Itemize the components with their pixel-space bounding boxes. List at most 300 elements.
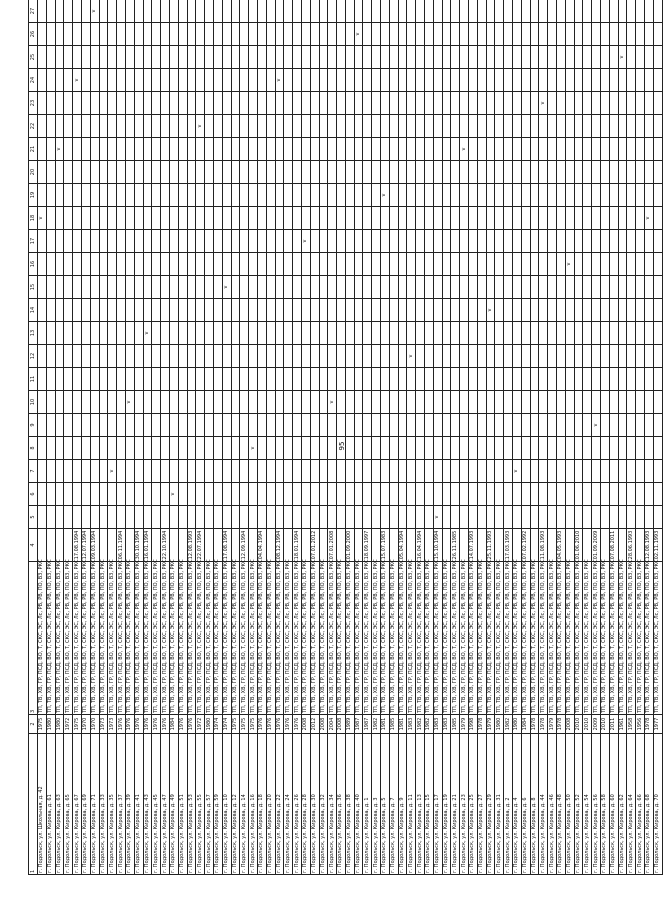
table-body [38, 0, 663, 875]
mark-cell [477, 161, 486, 184]
mark-cell [275, 23, 284, 46]
mark-cell [205, 253, 214, 276]
mark-cell [381, 322, 390, 345]
mark-cell [627, 299, 636, 322]
mark-cell [521, 483, 530, 506]
table-row [38, 0, 47, 875]
date-cell: 30.10.1994 [134, 529, 143, 562]
mark-cell [205, 483, 214, 506]
mark-cell [363, 483, 372, 506]
mark-cell [530, 207, 539, 230]
table-row [398, 0, 407, 875]
mark-cell [125, 437, 134, 460]
mark-cell [469, 345, 478, 368]
mark-cell [337, 322, 346, 345]
address-cell: г. Подольск, ул. Кирова, д. 71 [90, 734, 99, 875]
mark-cell [293, 345, 302, 368]
mark-cell [301, 345, 310, 368]
mark-cell [257, 437, 266, 460]
mark-cell [521, 0, 530, 23]
mark-cell [381, 69, 390, 92]
mark-cell [425, 92, 434, 115]
mark-cell [345, 460, 354, 483]
mark-cell [337, 161, 346, 184]
mark-cell [284, 46, 293, 69]
mark-cell [125, 506, 134, 529]
mark-cell [653, 161, 662, 184]
mark-cell [407, 276, 416, 299]
mark-cell [407, 506, 416, 529]
mark-cell [354, 253, 363, 276]
mark-cell [363, 46, 372, 69]
mark-cell [530, 483, 539, 506]
mark-cell [196, 46, 205, 69]
mark-cell [81, 391, 90, 414]
mark-cell [574, 46, 583, 69]
mark-cell [46, 414, 55, 437]
mark-cell [73, 207, 82, 230]
works-code-cell: ТП, ТВ, ХВ, ГР, ПСД, ВО, Т, СКС, ЭС, Лс, РВ, РВ, ПО, ВЗ, РКС [399, 559, 406, 713]
mark-cell [152, 184, 161, 207]
date-cell: 15.10.1994 [433, 529, 442, 562]
mark-cell [618, 138, 627, 161]
mark-cell [398, 391, 407, 414]
mark-cell [169, 138, 178, 161]
mark-cell [337, 115, 346, 138]
mark-cell [530, 184, 539, 207]
mark-cell [319, 322, 328, 345]
mark-cell: v [513, 460, 522, 483]
address-cell: г. Подольск, ул. Кирова, д. 3 [372, 734, 381, 875]
year-cell: 1970 [90, 715, 99, 734]
mark-cell [293, 368, 302, 391]
date-cell [249, 529, 258, 562]
year-cell: 1976 [178, 715, 187, 734]
mark-cell [469, 322, 478, 345]
mark-cell [213, 23, 222, 46]
mark-cell [495, 184, 504, 207]
mark-cell [548, 207, 557, 230]
mark-cell [284, 460, 293, 483]
mark-cell [178, 138, 187, 161]
mark-cell [213, 0, 222, 23]
table-row [257, 0, 266, 875]
mark-cell [513, 161, 522, 184]
table-row [609, 0, 618, 875]
mark-cell [618, 276, 627, 299]
mark-cell [143, 184, 152, 207]
mark-cell [213, 138, 222, 161]
mark-cell [372, 115, 381, 138]
mark-cell [636, 161, 645, 184]
mark-cell [363, 437, 372, 460]
table-row [425, 0, 434, 875]
mark-cell [328, 138, 337, 161]
mark-cell [257, 23, 266, 46]
mark-cell [143, 207, 152, 230]
mark-cell [398, 414, 407, 437]
mark-cell [152, 230, 161, 253]
mark-cell [557, 483, 566, 506]
mark-cell: v [618, 46, 627, 69]
works-code-cell: ТП, ТВ, ХВ, ГР, ПСД, ВО, Т, СКС, ЭС, Лс, РВ, РВ, ПО, ВЗ, РКС [179, 559, 186, 713]
mark-cell [46, 299, 55, 322]
mark-cell [117, 92, 126, 115]
mark-cell [530, 276, 539, 299]
mark-cell [601, 230, 610, 253]
column-header: 20 [29, 161, 38, 184]
mark-cell [469, 161, 478, 184]
mark-cell [152, 23, 161, 46]
mark-cell [398, 184, 407, 207]
mark-cell [257, 322, 266, 345]
mark-cell [81, 207, 90, 230]
mark-cell [442, 161, 451, 184]
mark-cell [557, 391, 566, 414]
mark-cell [143, 92, 152, 115]
mark-cell [240, 345, 249, 368]
mark-cell [583, 345, 592, 368]
mark-cell [99, 115, 108, 138]
mark-cell: v [644, 207, 653, 230]
mark-cell [161, 368, 170, 391]
mark-cell [249, 322, 258, 345]
mark-cell [565, 138, 574, 161]
mark-cell [257, 0, 266, 23]
mark-cell [64, 506, 73, 529]
mark-cell [64, 368, 73, 391]
table-row [644, 0, 653, 875]
mark-cell [442, 460, 451, 483]
mark-cell [627, 69, 636, 92]
mark-cell [125, 230, 134, 253]
mark-cell [275, 391, 284, 414]
mark-cell [134, 276, 143, 299]
mark-cell [231, 506, 240, 529]
mark-cell [187, 460, 196, 483]
mark-cell [46, 276, 55, 299]
mark-cell [117, 23, 126, 46]
table-row [222, 0, 231, 875]
works-code-cell: ТП, ТВ, ХВ, ГР, ПСД, ВО, Т, СКС, ЭС, Лс, РВ, РВ, ПО, ВЗ, РКС [231, 559, 238, 713]
table-row [284, 0, 293, 875]
mark-cell [653, 506, 662, 529]
works-code-cell: ТП, ТВ, ХВ, ГР, ПСД, ВО, Т, СКС, ЭС, Лс, РВ, РВ, ПО, ВЗ, РКС [223, 559, 230, 713]
mark-cell [460, 483, 469, 506]
address-cell: г. Подольск, ул. Кирова, д. 67 [73, 734, 82, 875]
date-cell [178, 529, 187, 562]
address-cell: г. Подольск, ул. Кирова, д. 21 [451, 734, 460, 875]
mark-cell [451, 161, 460, 184]
mark-cell [433, 115, 442, 138]
mark-cell [73, 276, 82, 299]
mark-cell [152, 391, 161, 414]
mark-cell [345, 299, 354, 322]
mark-cell [486, 115, 495, 138]
mark-cell [609, 138, 618, 161]
mark-cell [257, 207, 266, 230]
mark-cell [125, 23, 134, 46]
mark-cell [90, 322, 99, 345]
mark-cell [81, 322, 90, 345]
mark-cell [275, 414, 284, 437]
mark-cell [398, 23, 407, 46]
year-cell: 1983 [442, 715, 451, 734]
table-row [169, 0, 178, 875]
mark-cell [592, 276, 601, 299]
mark-cell [636, 368, 645, 391]
mark-cell [407, 161, 416, 184]
mark-cell [152, 0, 161, 23]
mark-cell [398, 506, 407, 529]
mark-cell [222, 299, 231, 322]
mark-cell [257, 483, 266, 506]
mark-cell [134, 207, 143, 230]
date-cell [205, 529, 214, 562]
mark-cell [583, 23, 592, 46]
mark-cell [266, 368, 275, 391]
mark-cell [565, 414, 574, 437]
mark-cell [530, 46, 539, 69]
mark-cell [275, 460, 284, 483]
mark-cell [486, 69, 495, 92]
mark-cell [381, 23, 390, 46]
mark-cell [398, 207, 407, 230]
mark-cell [609, 69, 618, 92]
mark-cell [618, 322, 627, 345]
mark-cell [363, 414, 372, 437]
mark-cell [46, 161, 55, 184]
year-cell: 1976 [125, 715, 134, 734]
mark-cell [249, 506, 258, 529]
date-cell: 07.08.2011 [609, 529, 618, 562]
mark-cell [521, 368, 530, 391]
mark-cell [117, 184, 126, 207]
mark-cell [134, 46, 143, 69]
mark-cell [644, 23, 653, 46]
mark-cell [609, 23, 618, 46]
mark-cell [187, 23, 196, 46]
mark-cell [293, 207, 302, 230]
address-cell: г. Подольск, ул. Кирова, д. 62 [618, 734, 627, 875]
mark-cell [99, 276, 108, 299]
mark-cell [521, 92, 530, 115]
mark-cell [117, 0, 126, 23]
mark-cell [442, 483, 451, 506]
mark-cell [513, 368, 522, 391]
mark-cell [601, 460, 610, 483]
address-cell: г. Подольск, ул. Кирова, д. 23 [460, 734, 469, 875]
works-code-cell: ТП, ТВ, ХВ, ГР, ПСД, ВО, Т, СКС, ЭС, Лс, РВ, РВ, ПО, ВЗ, РКС [293, 559, 300, 713]
mark-cell [328, 506, 337, 529]
works-code-cell: ТП, ТВ, ХВ, ГР, ПСД, ВО, Т, СКС, ЭС, Лс, РВ, РВ, ПО, ВЗ, РКС [504, 559, 511, 713]
mark-cell [310, 69, 319, 92]
mark-cell [125, 161, 134, 184]
table-row [249, 0, 258, 875]
year-cell: 2009 [592, 715, 601, 734]
mark-cell [152, 460, 161, 483]
mark-cell [108, 92, 117, 115]
mark-cell [284, 253, 293, 276]
year-cell: 1976 [293, 715, 302, 734]
mark-cell [266, 460, 275, 483]
mark-cell [213, 69, 222, 92]
mark-cell [644, 460, 653, 483]
mark-cell [636, 391, 645, 414]
column-header: 23 [29, 92, 38, 115]
mark-cell [539, 345, 548, 368]
works-code-cell: ТП, ТВ, ХВ, ГР, ПСД, ВО, Т, СКС, ЭС, Лс, РВ, РВ, ПО, ВЗ, РКС [531, 559, 538, 713]
mark-cell [161, 299, 170, 322]
mark-cell [372, 0, 381, 23]
mark-cell [169, 230, 178, 253]
mark-cell [539, 161, 548, 184]
date-cell [319, 529, 328, 562]
mark-cell [583, 414, 592, 437]
date-cell [99, 529, 108, 562]
mark-cell [416, 46, 425, 69]
mark-cell [81, 0, 90, 23]
mark-cell [328, 276, 337, 299]
mark-cell [64, 299, 73, 322]
mark-cell [451, 69, 460, 92]
mark-cell [557, 322, 566, 345]
date-cell: 17.08.1994 [73, 529, 82, 562]
mark-cell [249, 92, 258, 115]
mark-cell [618, 437, 627, 460]
mark-cell [293, 276, 302, 299]
table-row [64, 0, 73, 875]
mark-cell [125, 46, 134, 69]
mark-cell [618, 483, 627, 506]
mark-cell [398, 115, 407, 138]
mark-cell [548, 276, 557, 299]
mark-cell [627, 46, 636, 69]
mark-cell [345, 483, 354, 506]
works-code-cell: ТП, ТВ, ХВ, ГР, ПСД, ВО, Т, СКС, ЭС, Лс, РВ, РВ, ПО, ВЗ, РКС [618, 559, 625, 713]
mark-cell [433, 253, 442, 276]
mark-cell [213, 299, 222, 322]
mark-cell [486, 207, 495, 230]
works-code-cell: ТП, ТВ, ХВ, ГР, ПСД, ВО, Т, СКС, ЭС, Лс, РВ, РВ, ПО, ВЗ, РКС [407, 559, 414, 713]
mark-cell [213, 391, 222, 414]
mark-cell [284, 483, 293, 506]
mark-cell [557, 138, 566, 161]
mark-cell [381, 345, 390, 368]
mark-cell [381, 138, 390, 161]
mark-cell [513, 345, 522, 368]
mark-cell [275, 253, 284, 276]
address-cell: г. Подольск, ул. Кирова, д. 65 [64, 734, 73, 875]
works-code-cell: ТП, ТВ, ХВ, ГР, ПСД, ВО, Т, СКС, ЭС, Лс, РВ, РВ, ПО, ВЗ, РКС [575, 559, 581, 713]
mark-cell [363, 92, 372, 115]
works-code-cell: ТП, ТВ, ХВ, ГР, ПСД, ВО, Т, СКС, ЭС, Лс, РВ, РВ, ПО, ВЗ, РКС [610, 559, 617, 713]
mark-cell [433, 23, 442, 46]
mark-cell [99, 506, 108, 529]
mark-cell [240, 69, 249, 92]
column-header: 16 [29, 253, 38, 276]
mark-cell [539, 46, 548, 69]
mark-cell [284, 230, 293, 253]
column-header: 17 [29, 230, 38, 253]
mark-cell [425, 460, 434, 483]
mark-cell [231, 230, 240, 253]
mark-cell [539, 460, 548, 483]
date-cell [231, 529, 240, 562]
mark-cell [249, 0, 258, 23]
table-row [301, 0, 310, 875]
mark-cell [231, 483, 240, 506]
mark-cell [363, 506, 372, 529]
mark-cell [301, 299, 310, 322]
mark-cell [486, 46, 495, 69]
mark-cell [636, 184, 645, 207]
table-row [442, 0, 451, 875]
mark-cell [275, 506, 284, 529]
mark-cell [495, 138, 504, 161]
mark-cell [557, 414, 566, 437]
works-code-cell: ТП, ТВ, ХВ, ГР, ПСД, ВО, Т, СКС, ЭС, Лс, РВ, РВ, ПО, ВЗ, РКС [249, 559, 256, 713]
mark-cell [574, 322, 583, 345]
mark-cell [539, 23, 548, 46]
mark-cell [187, 230, 196, 253]
mark-cell [530, 161, 539, 184]
address-cell: г. Подольск, ул. Кирова, д. 44 [539, 734, 548, 875]
address-cell: г. Подольск, ул. Кирова, д. 32 [319, 734, 328, 875]
address-cell: г. Подольск, ул. Кирова, д. 68 [644, 734, 653, 875]
mark-cell [504, 161, 513, 184]
mark-cell [319, 230, 328, 253]
mark-cell [134, 161, 143, 184]
table-row [108, 0, 117, 875]
mark-cell [451, 368, 460, 391]
mark-cell [38, 414, 47, 437]
mark-cell [407, 230, 416, 253]
address-cell: г. Подольск, ул. Кирова, д. 9 [398, 734, 407, 875]
mark-cell [178, 184, 187, 207]
mark-cell [152, 138, 161, 161]
mark-cell [161, 92, 170, 115]
address-cell: г. Подольск, ул. Кирова, д. 43 [143, 734, 152, 875]
year-cell: 1982 [504, 715, 513, 734]
table-row [231, 0, 240, 875]
mark-cell [460, 207, 469, 230]
mark-cell [381, 460, 390, 483]
table-row [117, 0, 126, 875]
mark-cell [90, 46, 99, 69]
mark-cell [609, 230, 618, 253]
mark-cell [354, 161, 363, 184]
mark-cell [389, 276, 398, 299]
mark-cell [592, 92, 601, 115]
mark-cell [548, 23, 557, 46]
mark-cell [609, 253, 618, 276]
mark-cell [460, 46, 469, 69]
mark-cell [601, 391, 610, 414]
mark-cell [469, 46, 478, 69]
mark-cell [81, 276, 90, 299]
mark-cell [64, 161, 73, 184]
mark-cell [275, 115, 284, 138]
mark-cell [469, 230, 478, 253]
mark-cell [345, 253, 354, 276]
mark-cell [653, 253, 662, 276]
mark-cell [433, 276, 442, 299]
mark-cell [618, 92, 627, 115]
works-code-cell: ТП, ТВ, ХВ, ГР, ПСД, ВО, Т, СКС, ЭС, Лс, РВ, РВ, ПО, ВЗ, РКС [152, 559, 159, 713]
mark-cell [319, 483, 328, 506]
mark-cell [231, 138, 240, 161]
